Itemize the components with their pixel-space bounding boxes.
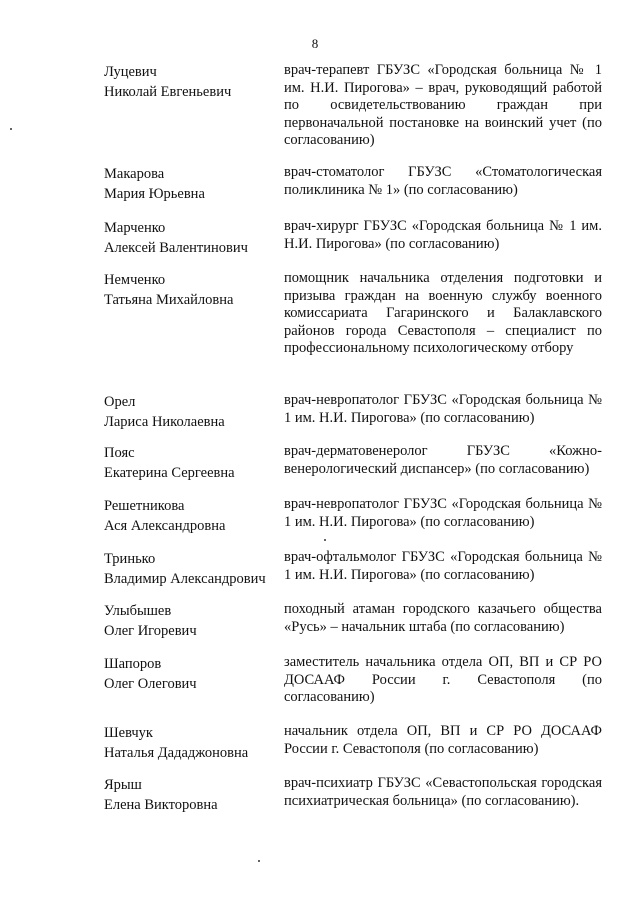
member-surname: Макарова xyxy=(104,166,165,182)
member-given-names: Мария Юрьевна xyxy=(104,186,205,202)
member-position: врач-терапевт ГБУЗС «Городская больница № 1 им. Н.И. Пирогова» – врач, руководящий работой по освидетельствованию граждан при первоначальной постановке на воинский учет (по согласованию) xyxy=(284,62,602,148)
member-name xyxy=(104,549,279,589)
member-name xyxy=(104,775,279,815)
member-name xyxy=(104,723,279,763)
member-given-names: Олег Игоревич xyxy=(104,623,197,639)
member-given-names: Ася Александровна xyxy=(104,518,226,534)
member-position: врач-невропатолог ГБУЗС «Городская больница № 1 им. Н.И. Пирогова» (по согласованию) xyxy=(284,392,602,426)
member-given-names: Елена Викторовна xyxy=(104,797,218,813)
member-surname: Ярыш xyxy=(104,777,142,793)
member-surname: Марченко xyxy=(104,220,166,236)
member-given-names: Николай Евгеньевич xyxy=(104,84,232,100)
member-surname: Шевчук xyxy=(104,725,153,741)
member-position: врач-стоматолог ГБУЗС «Стоматологическая поликлиника № 1» (по согласованию) xyxy=(284,164,602,198)
scan-speck xyxy=(258,860,260,862)
member-position: заместитель начальника отдела ОП, ВП и СР РО ДОСААФ России г. Севастополя (по согласованию) xyxy=(284,654,602,705)
member-name xyxy=(104,270,279,310)
member-surname: Решетникова xyxy=(104,498,185,514)
member-name xyxy=(104,496,279,536)
member-surname: Орел xyxy=(104,394,136,410)
page-number: 8 xyxy=(311,36,319,51)
member-name xyxy=(104,654,279,694)
member-name xyxy=(104,164,279,204)
member-position: врач-офтальмолог ГБУЗС «Городская больница № 1 им. Н.И. Пирогова» (по согласованию) xyxy=(284,549,602,583)
member-position: помощник начальника отделения подготовки и призыва граждан на военную службу военного комиссариата Гагаринского и Балаклавского районов города Севастополя – специалист по профессиональному психологическому отбору xyxy=(284,270,602,356)
member-position: врач-дерматовенеролог ГБУЗС «Кожно-венерологический диспансер» (по согласованию) xyxy=(284,443,602,477)
member-given-names: Екатерина Сергеевна xyxy=(104,465,235,481)
member-position: врач-невропатолог ГБУЗС «Городская больница № 1 им. Н.И. Пирогова» (по согласованию) xyxy=(284,496,602,530)
scan-speck xyxy=(10,128,12,130)
member-surname: Пояс xyxy=(104,445,135,461)
member-name xyxy=(104,443,279,483)
member-position: врач-психиатр ГБУЗС «Севастопольская городская психиатрическая больница» (по согласованию). xyxy=(284,775,602,809)
member-given-names: Татьяна Михайловна xyxy=(104,292,234,308)
member-given-names: Лариса Николаевна xyxy=(104,414,225,430)
member-surname: Луцевич xyxy=(104,64,157,80)
member-name xyxy=(104,218,279,258)
scan-speck xyxy=(324,539,326,541)
member-position: начальник отдела ОП, ВП и СР РО ДОСААФ России г. Севастополя (по согласованию) xyxy=(284,723,602,757)
member-surname: Немченко xyxy=(104,272,166,288)
member-given-names: Наталья Дададжоновна xyxy=(104,745,249,761)
member-given-names: Олег Олегович xyxy=(104,676,197,692)
member-position: врач-хирург ГБУЗС «Городская больница № 1 им. Н.И. Пирогова» (по согласованию) xyxy=(284,218,602,252)
member-surname: Шапоров xyxy=(104,656,162,672)
member-name xyxy=(104,392,279,432)
member-name xyxy=(104,62,279,102)
member-position: походный атаман городского казачьего общества «Русь» – начальник штаба (по согласованию) xyxy=(284,601,602,635)
member-surname: Улыбышев xyxy=(104,603,172,619)
member-name xyxy=(104,601,279,641)
member-surname: Тринько xyxy=(104,551,156,567)
member-given-names: Алексей Валентинович xyxy=(104,240,248,256)
member-given-names: Владимир Александрович xyxy=(104,571,266,587)
